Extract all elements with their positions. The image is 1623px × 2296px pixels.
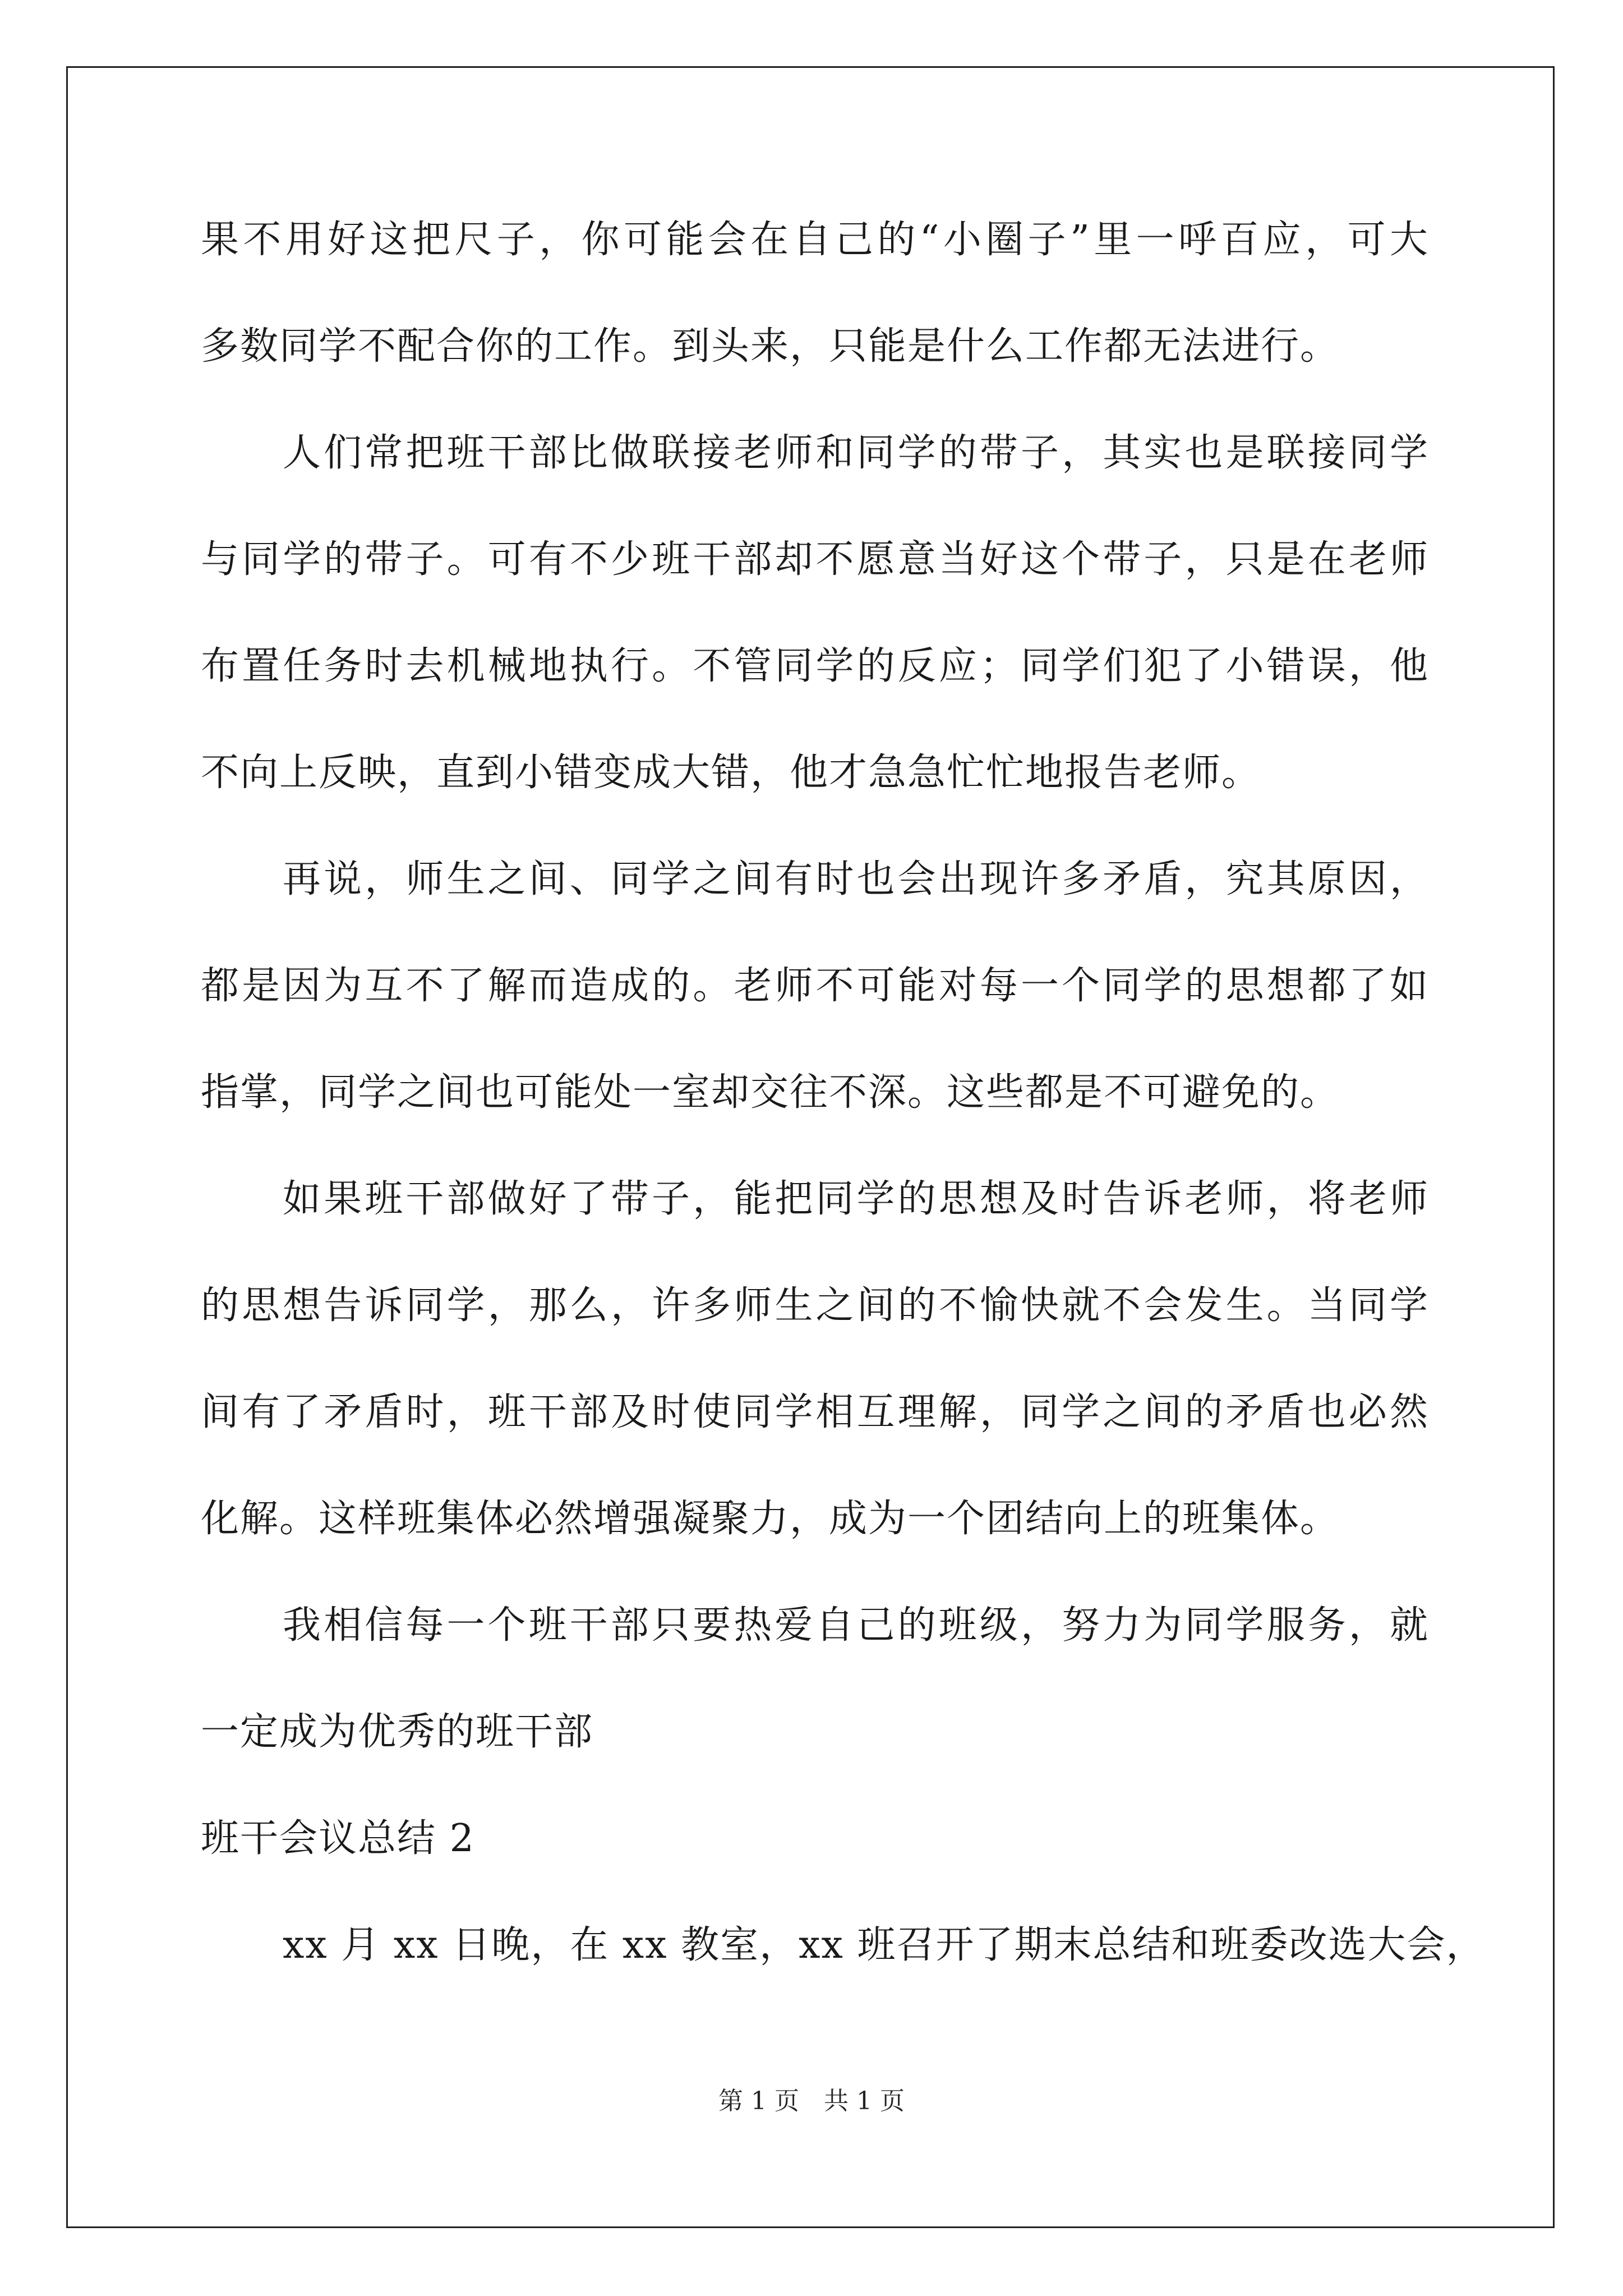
page-border xyxy=(66,66,1555,2228)
text-line-13: 化解。这样班集体必然增强凝聚力，成为一个团结向上的班集体。 xyxy=(201,1497,1340,1541)
text-line-1: 果不用好这把尺子，你可能会在自己的“小圈子”里一呼百应，可大 xyxy=(201,218,1429,262)
text-line-2: 多数同学不配合你的工作。到头来，只能是什么工作都无法进行。 xyxy=(201,324,1340,369)
text-line-4: 与同学的带子。可有不少班干部却不愿意当好这个带子，只是在老师 xyxy=(201,537,1429,582)
paragraph-start-4: 如果班干部做好了带子，能把同学的思想及时告诉老师，将老师 xyxy=(283,1177,1429,1221)
page-number-footer: 第 1 页 共 1 页 xyxy=(718,2087,905,2115)
paragraph-start-2: 人们常把班干部比做联接老师和同学的带子，其实也是联接同学 xyxy=(283,431,1429,475)
text-line-6: 不向上反映，直到小错变成大错，他才急急忙忙地报告老师。 xyxy=(201,751,1261,795)
paragraph-start-5: 我相信每一个班干部只要热爱自己的班级，努力为同学服务，就 xyxy=(283,1603,1429,1648)
paragraph-start-3: 再说，师生之间、同学之间有时也会出现许多矛盾，究其原因， xyxy=(283,857,1429,901)
text-line-12: 间有了矛盾时，班干部及时使同学相互理解，同学之间的矛盾也必然 xyxy=(201,1390,1429,1434)
text-line-5: 布置任务时去机械地执行。不管同学的反应；同学们犯了小错误，他 xyxy=(201,644,1429,688)
text-line-8: 都是因为互不了解而造成的。老师不可能对每一个同学的思想都了如 xyxy=(201,964,1429,1008)
section-heading: 班干会议总结 2 xyxy=(201,1816,475,1861)
paragraph-start-6: xx 月 xx 日晚，在 xx 教室，xx 班召开了期末总结和班委改选大会， xyxy=(283,1923,1486,1967)
text-line-9: 指掌，同学之间也可能处一室却交往不深。这些都是不可避免的。 xyxy=(201,1070,1340,1115)
text-line-15: 一定成为优秀的班干部 xyxy=(201,1710,594,1754)
text-line-11: 的思想告诉同学，那么，许多师生之间的不愉快就不会发生。当同学 xyxy=(201,1283,1429,1328)
